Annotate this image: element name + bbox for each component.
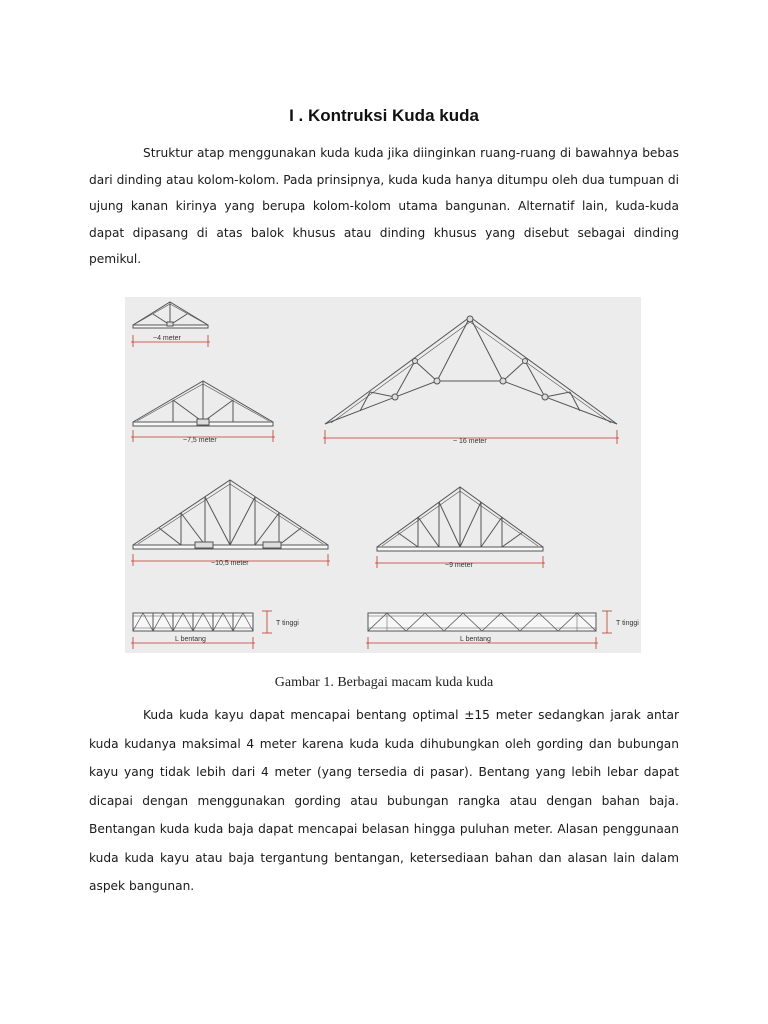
intro-paragraph-text: Struktur atap menggunakan kuda kuda jika diinginkan ruang-ruang di bawahnya bebas dari dinding atau kolom-kolom. Pada prinsipnya, kuda kuda hanya ditumpu oleh dua tumpuan di ujung kanan kirinya yang berupa kolom-kolom utama bangunan. Alternatif lain, kuda-kuda dapat dipasang di atas balok khusus atau dinding khusus yang disebut sebagai dinding pemikul.	[89, 146, 679, 266]
dimension-4m	[131, 335, 210, 347]
truss-16m	[325, 316, 617, 424]
figure-caption: Gambar 1. Berbagai macam kuda kuda	[274, 675, 494, 690]
body-paragraph	[89, 701, 679, 901]
label-flat-left-height: T tinggi	[276, 620, 299, 627]
section-heading: I . Kontruksi Kuda kuda	[289, 106, 479, 125]
label-9m: ~9 meter	[445, 562, 473, 569]
flat-truss-left	[133, 613, 253, 631]
dimension-7-5m	[131, 430, 275, 444]
truss-diagrams	[125, 297, 641, 653]
flat-truss-right	[368, 613, 596, 631]
dimension-9m	[375, 556, 545, 569]
truss-types-figure	[125, 297, 641, 653]
label-flat-right-span: L bentang	[460, 636, 491, 643]
intro-paragraph	[89, 140, 679, 273]
truss-4m	[133, 302, 208, 328]
label-flat-left-span: L bentang	[175, 636, 206, 643]
label-4m: ~4 meter	[153, 335, 181, 342]
label-7-5m: ~7,5 meter	[183, 437, 217, 444]
label-flat-right-height: T tinggi	[616, 620, 639, 627]
truss-9m	[377, 487, 543, 551]
dimension-10-5m	[131, 554, 330, 567]
truss-10-5m	[133, 480, 328, 549]
dimension-16m	[323, 430, 619, 445]
label-10-5m: ~10,5 meter	[211, 560, 249, 567]
truss-7-5m	[133, 381, 273, 426]
body-paragraph-text: Kuda kuda kayu dapat mencapai bentang optimal ±15 meter sedangkan jarak antar kuda kudanya maksimal 4 meter karena kuda kuda dihubungkan oleh gording dan bubungan kayu yang tidak lebih dari 4 meter (yang tersedia di pasar). Bentang yang lebih lebar dapat dicapai dengan menggunakan gording atau bubungan rangka atau dengan bahan baja. Bentangan kuda kuda baja dapat mencapai belasan hingga puluhan meter. Alasan penggunaan kuda kuda kayu atau baja tergantung bentangan, ketersediaan bahan dan alasan lain dalam aspek bangunan.	[89, 708, 679, 893]
label-16m: ~ 16 meter	[453, 438, 487, 445]
